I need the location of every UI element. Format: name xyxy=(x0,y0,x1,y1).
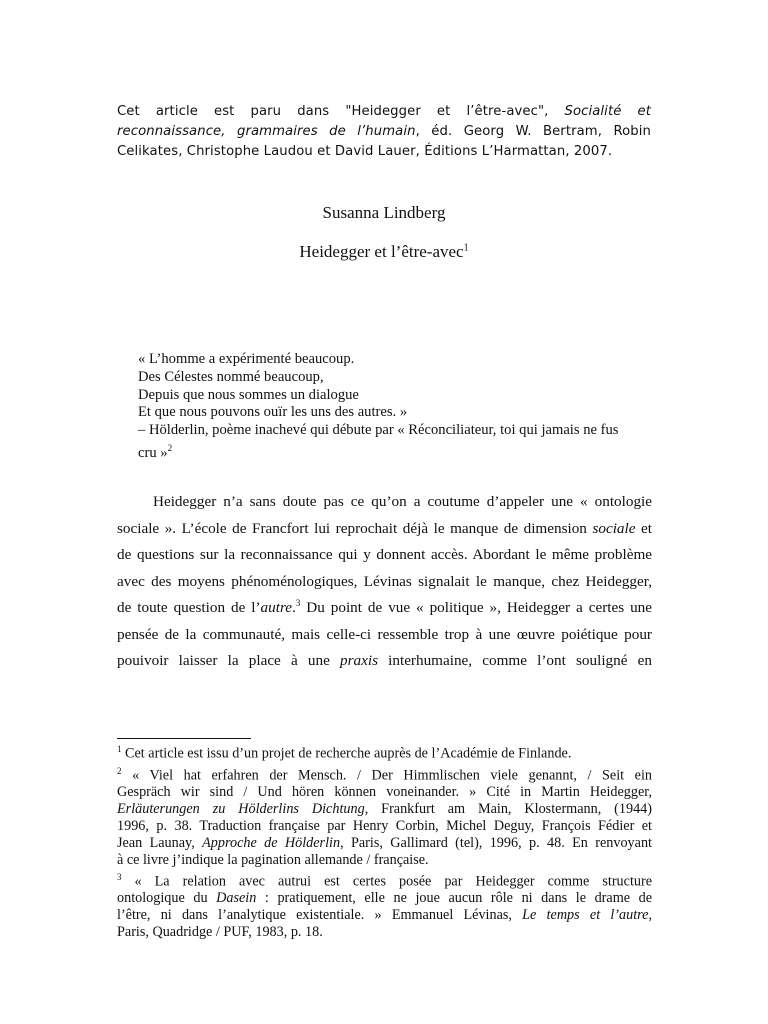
body-line: de toute question de l’autre.$^3$ Du point de vue « politique », Heidegger a certes une xyxy=(117,597,652,616)
footnote-3-line: l’être, ni dans l’analytique existentiale. » Emmanuel Lévinas, Le temps et l’autre, xyxy=(117,907,652,924)
footnote-2-line: Jean Launay, Approche de Hölderlin, Paris, Gallimard (tel), 1996, p. 48. En renvoyant xyxy=(117,835,652,851)
body-line: Heidegger n’a sans doute pas ce qu’on a coutume d’appeler une « ontologie xyxy=(153,493,652,510)
footnote-ref[interactable]: 1 xyxy=(463,242,469,254)
epigraph-line: « L’homme a expérimenté beaucoup. xyxy=(138,351,355,367)
epigraph-line: Des Célestes nommé beaucoup, xyxy=(138,368,324,385)
epigraph-line: cru »$^2$ xyxy=(138,442,173,461)
footnotes xyxy=(117,741,652,941)
body-line: avec des moyens phénoménologiques, Lévinas signalait le manque, chez Heidegger, xyxy=(117,572,652,590)
footnote-3-line: ontologique du Dasein : pratiquement, elle ne joue aucun rôle ni dans le drame de xyxy=(117,890,653,907)
footnote-2-line: à ce livre j’indique la pagination allemande / française. xyxy=(117,851,429,868)
body-line: pouivoir laisser la place à une praxis interhumaine, comme l’ont souligné en xyxy=(117,652,652,669)
footnote-2-line: 1996, p. 38. Traduction française par Henry Corbin, Michel Deguy, François Fédier et xyxy=(117,818,652,835)
footnote-2-line: Gespräch wir sind / Und hören können voneinander. » Cité in Martin Heidegger, xyxy=(117,784,652,801)
publication-note: Cet article est paru dans "Heidegger et l’être-avec", Socialité et reconnaissance, grammaires de l’humain, éd. Georg W. Bertram, Robin Celikates, Christophe Laudou et David Lauer, Éditions L’Harmattan, 2007. xyxy=(117,104,652,159)
author-name: Susanna Lindberg xyxy=(322,203,446,222)
footnote-ref[interactable]: 2 xyxy=(167,442,173,453)
body-line: de questions sur la reconnaissance qui y donnent accès. Abordant le même problème xyxy=(117,546,652,563)
footnote-3-line: Paris, Quadridge / PUF, 1983, p. 18. xyxy=(117,924,323,941)
book-title: Socialité et reconnaissance, grammaires de l’humain xyxy=(117,104,651,139)
footnote-2: $^2$ « Viel hat erfahren der Mensch. / Der Himmlischen viele genannt, / Seit ein xyxy=(117,765,652,784)
article-title: Heidegger et l’être-avec$^1$ xyxy=(299,242,469,261)
body-line: sociale ». L’école de Francfort lui reprochait déjà le manque de dimension sociale et xyxy=(117,519,652,537)
epigraph-line: Depuis que nous sommes un dialogue xyxy=(138,386,359,403)
body-paragraph xyxy=(117,489,652,675)
footnote-separator xyxy=(117,738,251,739)
footnote-3: $^3$ « La relation avec autrui est certes posée par Heidegger comme structure xyxy=(117,871,652,890)
footnote-2-line: Erläuterungen zu Hölderlins Dichtung, Frankfurt am Main, Klostermann, (1944) xyxy=(117,801,652,818)
epigraph xyxy=(138,351,658,463)
body-line: pensée de la communauté, mais celle-ci ressemble trop à une œuvre poiétique pour xyxy=(117,625,652,643)
epigraph-line: Et que nous pouvons ouïr les uns des autres. » xyxy=(138,404,408,421)
footnote-ref[interactable]: 3 xyxy=(295,597,301,608)
footnote-1: $^1$ Cet article est issu d’un projet de recherche auprès de l’Académie de Finlande. xyxy=(117,744,572,762)
epigraph-line: – Hölderlin, poème inachevé qui débute par « Réconciliateur, toi qui jamais ne fus xyxy=(138,422,619,439)
